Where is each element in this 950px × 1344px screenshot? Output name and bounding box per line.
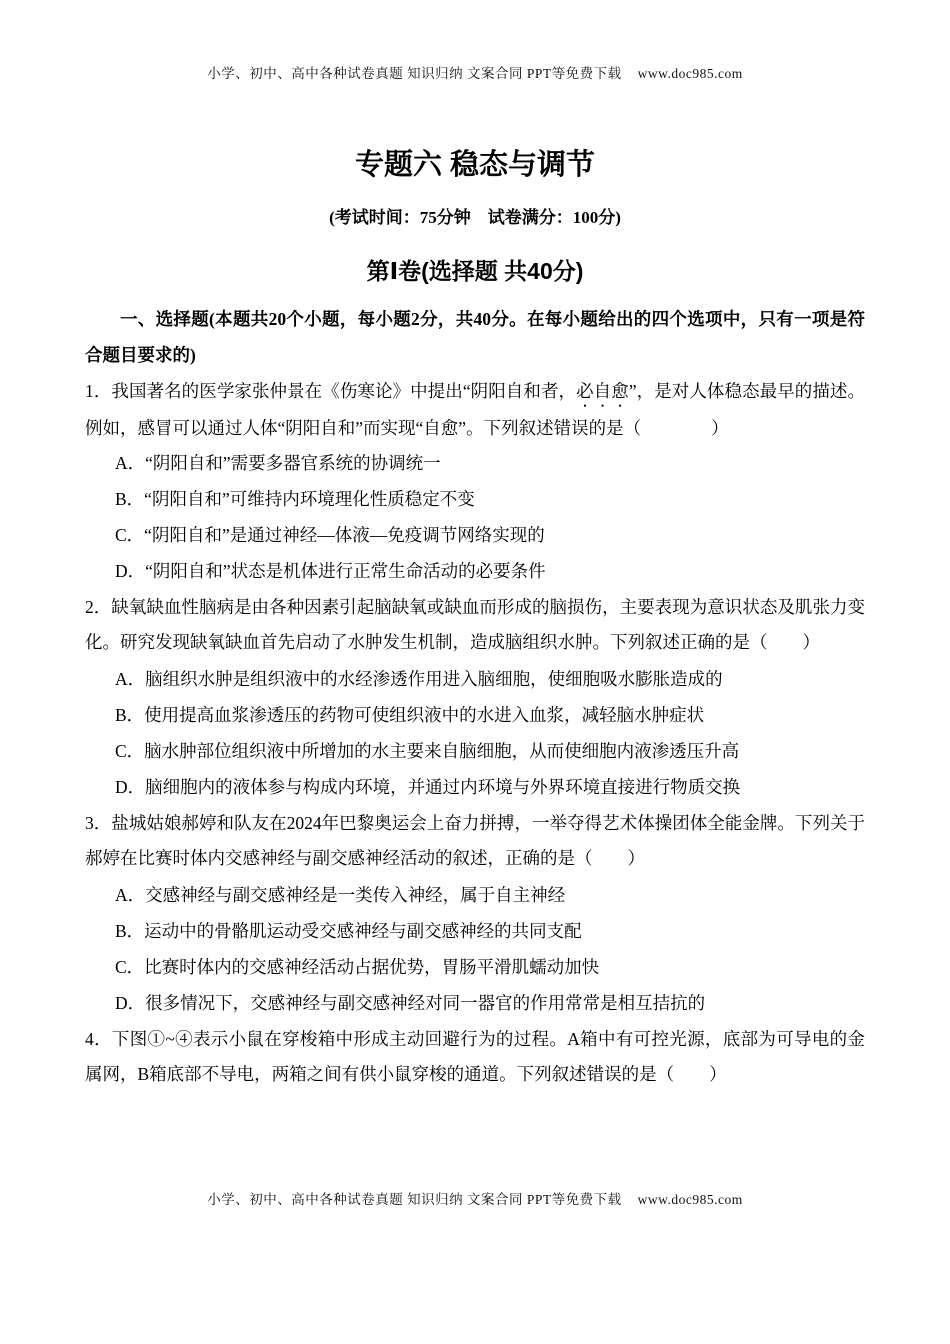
page-header (0, 62, 950, 82)
option: B．运动中的骨骼肌运动受交感神经与副交感神经的共同支配 (115, 921, 582, 942)
option: C．比赛时体内的交感神经活动占据优势，胃肠平滑肌蠕动加快 (115, 956, 600, 977)
section-intro: 一、选择题(本题共20个小题，每小题2分，共40分。在每小题给出的四个选项中，只有一项是符合题目要求的) (85, 309, 865, 365)
option: D．脑细胞内的液体参与构成内环境，并通过内环境与外界环境直接进行物质交换 (115, 776, 741, 797)
question (85, 374, 865, 590)
option: B．“阴阳自和”可维持内环境理化性质稳定不变 (115, 489, 475, 510)
option: A．脑组织水肿是组织液中的水经渗透作用进入脑细胞，使细胞吸水膨胀造成的 (115, 669, 723, 690)
question (85, 1022, 865, 1095)
section-title: 第Ⅰ卷(选择题 共40分) (366, 258, 584, 284)
question-stem (85, 374, 865, 447)
option-list (85, 446, 865, 589)
stem-text: 2．缺氧缺血性脑病是由各种因素引起脑缺氧或缺血而形成的脑损伤，主要表现为意识状态及肌张力变化。研究发现缺氧缺血首先启动了水肿发生机制，造成脑组织水肿。下列叙述正确的是（ ） (85, 596, 865, 653)
option: C．“阴阳自和”是通过神经—体液—免疫调节网络实现的 (115, 524, 545, 545)
stem-text: 4．下图①~④表示小鼠在穿梭箱中形成主动回避行为的过程。A箱中有可控光源，底部为可导电的金属网，B箱底部不导电，两箱之间有供小鼠穿梭的通道。下列叙述错误的是（ ） (85, 1028, 865, 1085)
stem-text-after-emphasis: ”，是对人体稳态最早的描述。例如，感冒可以通过人体“阴阳自和”而实现“自愈”。下列叙述错误的是（ ） (85, 380, 866, 438)
option-list (85, 662, 865, 805)
option: D．“阴阳自和”状态是机体进行正常生命活动的必要条件 (115, 560, 546, 581)
stem-emphasized-text: 必自愈 (576, 380, 629, 401)
exam-title: 专题六 稳态与调节 (354, 149, 596, 181)
stem-text: 1．我国著名的医学家张仲景在《伤寒论》中提出“阴阳自和者， (85, 380, 577, 401)
exam-info-line: (考试时间：75分钟 试卷满分：100分) (329, 208, 621, 227)
stem-text: 3．盐城姑娘郝婷和队友在2024年巴黎奥运会上奋力拼搏，一举夺得艺术体操团体全能金牌。下列关于郝婷在比赛时体内交感神经与副交感神经活动的叙述，正确的是（ ） (85, 812, 865, 869)
question-stem (85, 806, 865, 879)
question (85, 806, 865, 1022)
header-url-link[interactable]: www.doc985.com (637, 66, 743, 81)
option: A．交感神经与副交感神经是一类传入神经，属于自主神经 (115, 885, 566, 906)
question-stem (85, 590, 865, 663)
footer-url-link[interactable]: www.doc985.com (637, 1192, 743, 1207)
option: B．使用提高血浆渗透压的药物可使组织液中的水进入血浆，减轻脑水肿症状 (115, 705, 705, 726)
footer-text: 小学、初中、高中各种试卷真题 知识归纳 文案合同 PPT等免费下载 (207, 1192, 622, 1207)
option-list (85, 878, 865, 1021)
option: A．“阴阳自和”需要多器官系统的协调统一 (115, 453, 441, 474)
option: C．脑水肿部位组织液中所增加的水主要来自脑细胞，从而使细胞内液渗透压升高 (115, 740, 740, 761)
page-footer (0, 1188, 950, 1208)
question-stem (85, 1022, 865, 1095)
question-list (85, 374, 865, 1095)
option: D．很多情况下，交感神经与副交感神经对同一器官的作用常常是相互拮抗的 (115, 992, 706, 1013)
question (85, 590, 865, 806)
header-text: 小学、初中、高中各种试卷真题 知识归纳 文案合同 PPT等免费下载 (207, 66, 622, 81)
